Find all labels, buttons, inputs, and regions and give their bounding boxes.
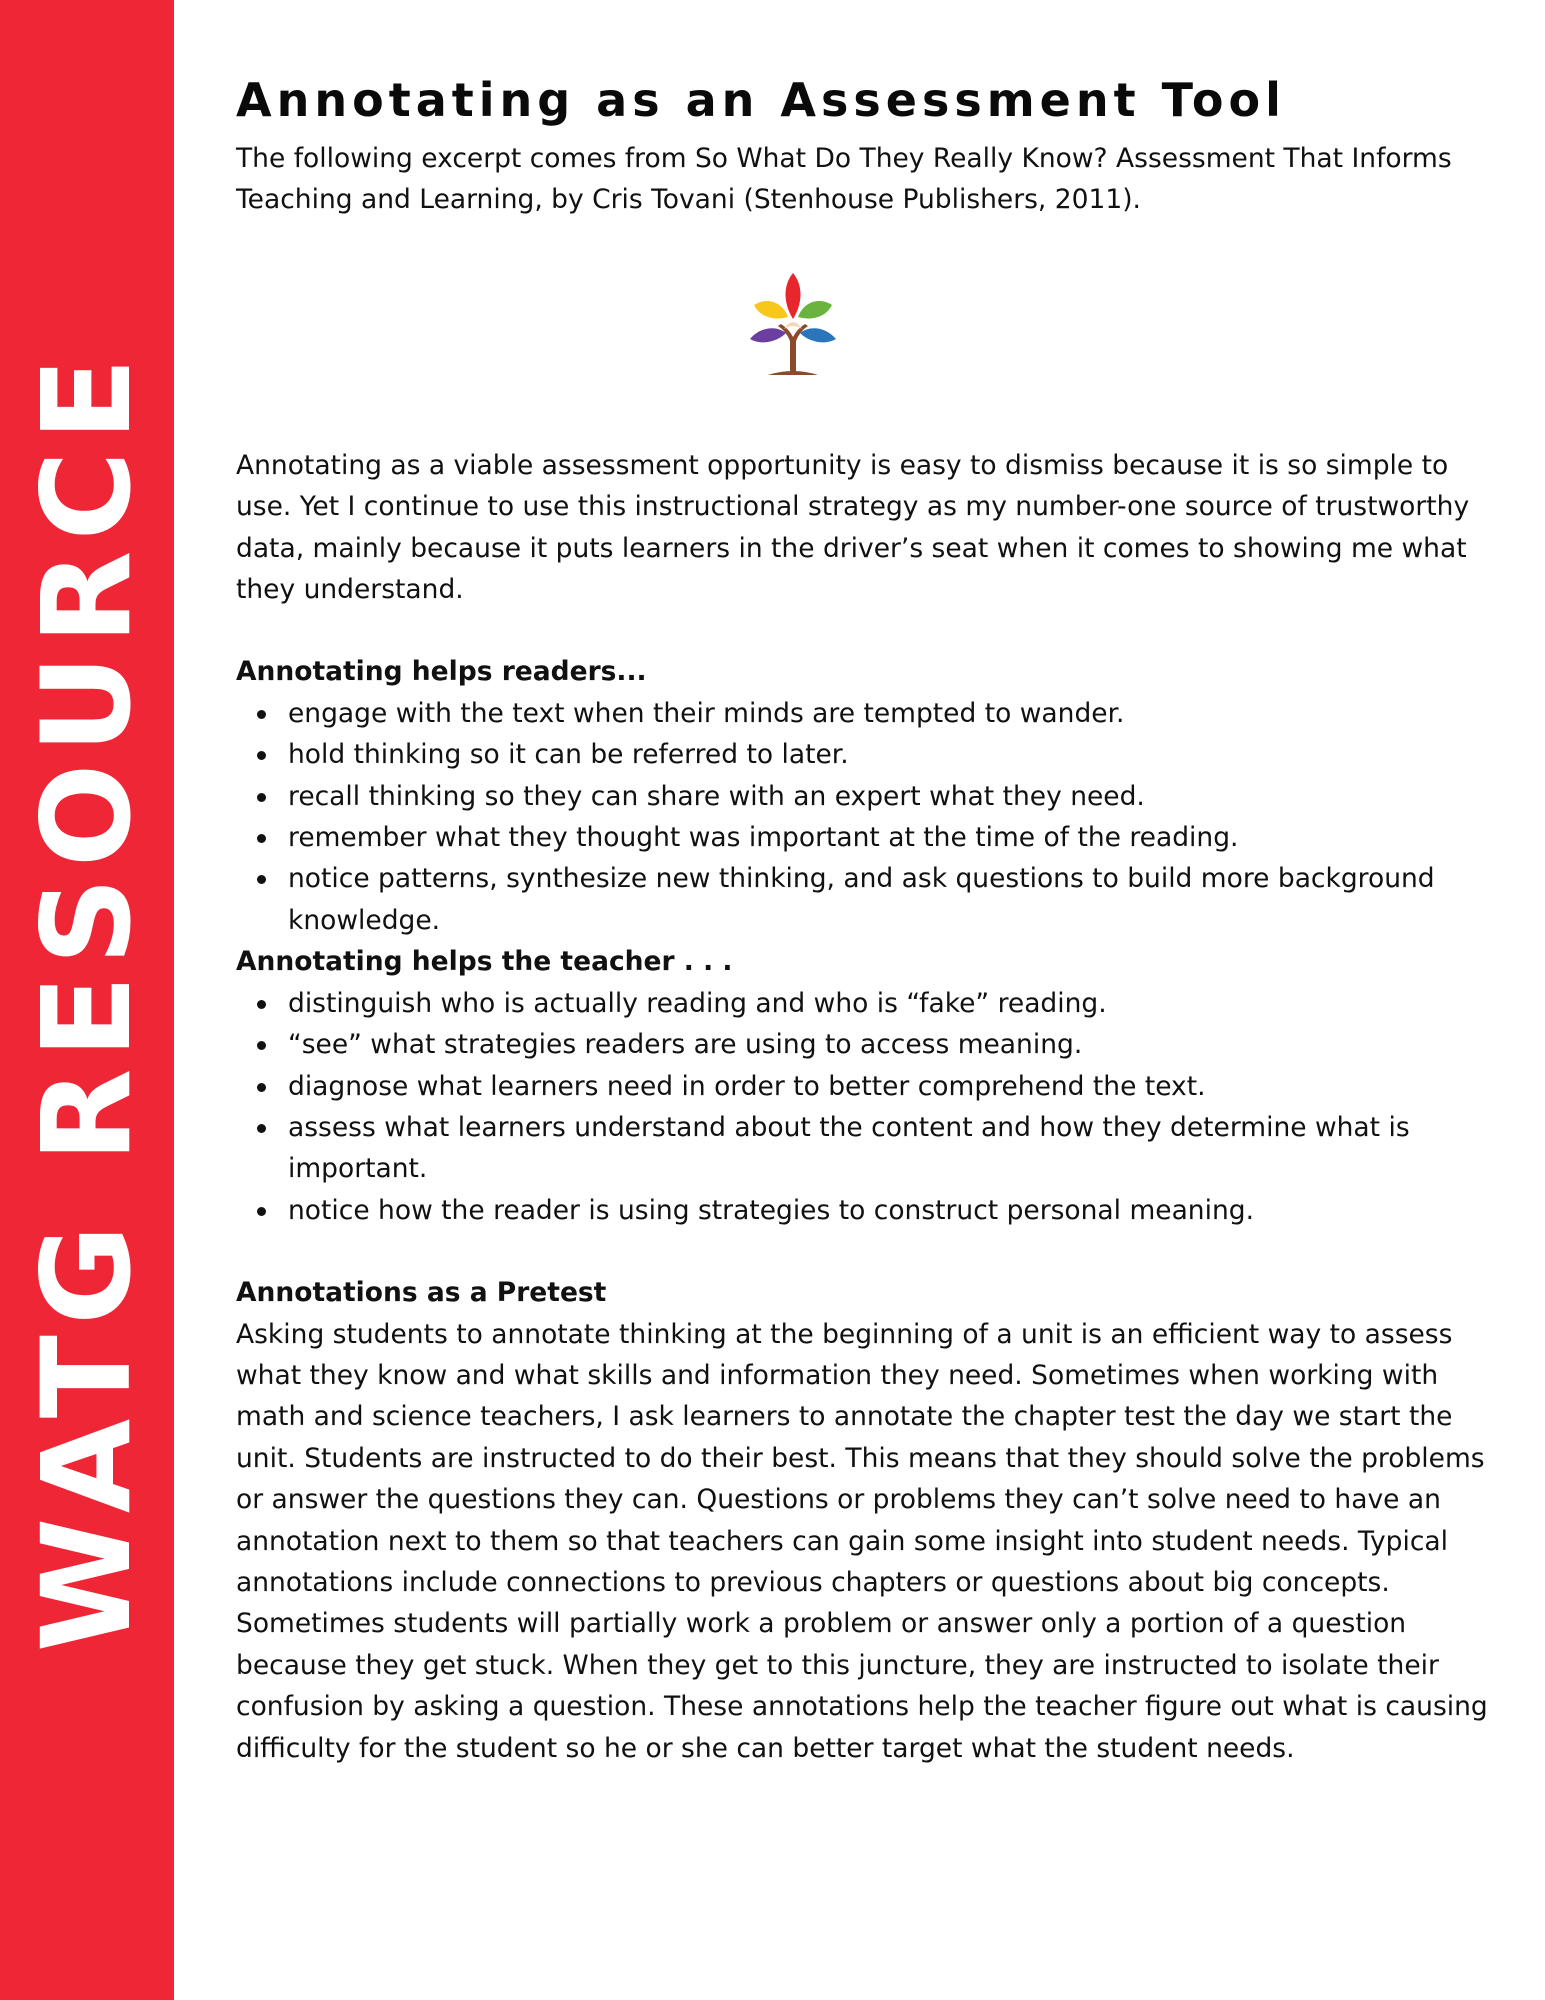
page-title: Annotating as an Assessment Tool	[236, 73, 1286, 127]
pretest-heading: Annotations as a Pretest	[236, 1277, 607, 1309]
tree-with-colorful-leaves-icon	[748, 271, 838, 379]
list-item: notice patterns, synthesize new thinking, and ask questions to build more background knowledge.	[288, 858, 1506, 941]
list-item: notice how the reader is using strategies to construct personal meaning.	[288, 1190, 1506, 1231]
list-item: diagnose what learners need in order to better comprehend the text.	[288, 1066, 1506, 1107]
main-content	[236, 62, 1506, 1769]
list-item: recall thinking so they can share with an expert what they need.	[288, 776, 1506, 817]
list-item: engage with the text when their minds are tempted to wander.	[288, 693, 1506, 734]
readers-list	[236, 693, 1506, 941]
list-item: remember what they thought was important at the time of the reading.	[288, 817, 1506, 858]
pretest-paragraph: Asking students to annotate thinking at the beginning of a unit is an efficient way to assess what they know and what skills and information they need. Sometimes when working with math and science teachers, I ask learners to annotate the chapter test the day we start the unit. Students are instructed to do their best. This means that they should solve the problems or answer the questions they can. Questions or problems they can’t solve need to have an annotation next to them so that teachers can gain some insight into student needs. Typical annotations include connections to previous chapters or questions about big concepts. Sometimes students will partially work a problem or answer only a portion of a question because they get stuck. When they get to this juncture, they are instructed to isolate their confusion by asking a question. These annotations help the teacher figure out what is causing difficulty for the student so he or she can better target what the student needs.	[236, 1318, 1488, 1764]
teacher-heading: Annotating helps the teacher . . .	[236, 946, 733, 978]
teacher-list	[236, 983, 1506, 1231]
list-item: distinguish who is actually reading and who is “fake” reading.	[288, 983, 1506, 1024]
sidebar-banner	[0, 0, 174, 2000]
list-item: “see” what strategies readers are using to access meaning.	[288, 1024, 1506, 1065]
list-item: assess what learners understand about the content and how they determine what is important.	[288, 1107, 1506, 1190]
lead-paragraph: Annotating as a viable assessment opportunity is easy to dismiss because it is so simple to use. Yet I continue to use this instructional strategy as my number-one source of trustworthy data, mainly because it puts learners in the driver’s seat when it comes to showing me what they understand.	[236, 449, 1470, 606]
readers-heading: Annotating helps readers...	[236, 656, 647, 688]
intro-paragraph: The following excerpt comes from So What Do They Really Know? Assessment That Informs Teaching and Learning, by Cris Tovani (Stenhouse Publishers, 2011).	[236, 143, 1452, 216]
sidebar-label: WATG RESOURCE	[16, 347, 158, 1653]
list-item: hold thinking so it can be referred to later.	[288, 734, 1506, 775]
